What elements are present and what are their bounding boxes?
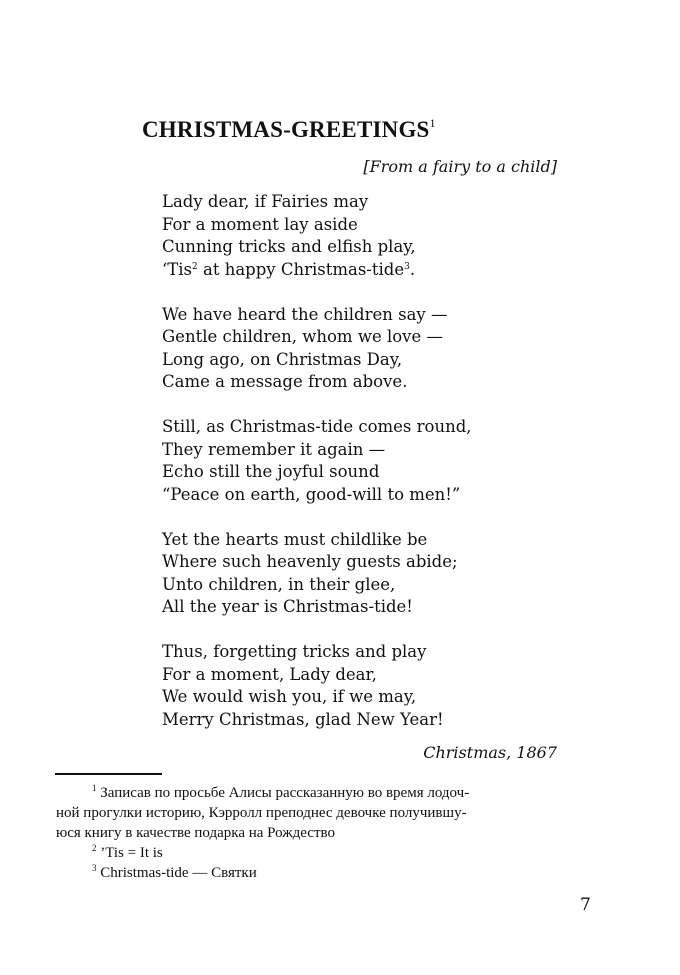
poem-line: For a moment lay aside xyxy=(162,214,358,234)
poem-text: . xyxy=(409,259,416,279)
footnote-mark-3: 3 xyxy=(404,261,410,272)
footnote-1-line-2: ной прогулки историю, Кэрролл преподнес девочке получившу- xyxy=(56,805,467,821)
stanza-2 xyxy=(162,304,472,394)
stanza-3 xyxy=(162,416,472,506)
footnote-mark-2: 2 xyxy=(192,261,198,272)
poem-line: Yet the hearts must childlike be xyxy=(162,529,428,549)
poem-line: Echo still the joyful sound xyxy=(162,462,380,481)
poem-text: ‘Tis xyxy=(162,259,192,279)
poem-date: Christmas, 1867 xyxy=(423,743,557,762)
poem-subtitle: [From a fairy to a child] xyxy=(363,157,557,176)
footnote-3 xyxy=(56,863,562,883)
footnote-1 xyxy=(56,783,562,803)
poem-line: They remember it again — xyxy=(162,439,386,459)
poem-line: Cunning tricks and elfish play, xyxy=(162,237,416,256)
footnote-3-text: Christmas-tide — Святки xyxy=(96,865,257,881)
footnote-1-line-3: юся книгу в качестве подарка на Рождество xyxy=(56,825,336,841)
poem-line: Where such heavenly guests abide; xyxy=(162,552,458,571)
poem-line: We have heard the children say — xyxy=(162,304,448,324)
poem-line: Lady dear, if Fairies may xyxy=(162,192,369,211)
poem-body xyxy=(162,191,472,754)
poem-line: Still, as Christmas-tide comes round, xyxy=(162,417,472,436)
footnote-3-mark: 3 xyxy=(92,863,97,873)
footnote-2-mark: 2 xyxy=(92,843,97,853)
poem-line: “Peace on earth, good-will to men!” xyxy=(162,484,461,504)
poem-line: Thus, forgetting tricks and play xyxy=(162,642,427,661)
poem-line: For a moment, Lady dear, xyxy=(162,664,377,684)
poem-line: Unto children, in their glee, xyxy=(162,574,396,594)
footnote-1-line-1: Записав по просьбе Алисы рассказанную во время лодоч- xyxy=(96,785,470,801)
poem-line: Long ago, on Christmas Day, xyxy=(162,349,403,369)
poem-line: We would wish you, if we may, xyxy=(162,687,417,706)
poem-line xyxy=(162,259,472,282)
footnote-2-text: ’Tis = It is xyxy=(96,845,163,861)
poem-line: All the year is Christmas-tide! xyxy=(162,597,413,616)
stanza-4 xyxy=(162,529,472,619)
poem-line: Gentle children, whom we love — xyxy=(162,327,443,346)
poem-text: at happy Christmas-tide xyxy=(197,259,405,279)
poem-line: Came a message from above. xyxy=(162,372,408,391)
footnote-2 xyxy=(56,843,562,863)
stanza-1 xyxy=(162,191,472,281)
footnote-1-mark: 1 xyxy=(92,783,97,793)
page-number: 7 xyxy=(580,895,591,915)
title-footnote-mark: 1 xyxy=(429,116,436,130)
poem-line: Merry Christmas, glad New Year! xyxy=(162,709,444,729)
poem-title-text: CHRISTMAS-GREETINGS xyxy=(142,117,430,142)
stanza-5 xyxy=(162,641,472,731)
footnotes xyxy=(56,783,562,883)
footnote-divider xyxy=(55,773,162,775)
poem-title xyxy=(142,117,436,143)
